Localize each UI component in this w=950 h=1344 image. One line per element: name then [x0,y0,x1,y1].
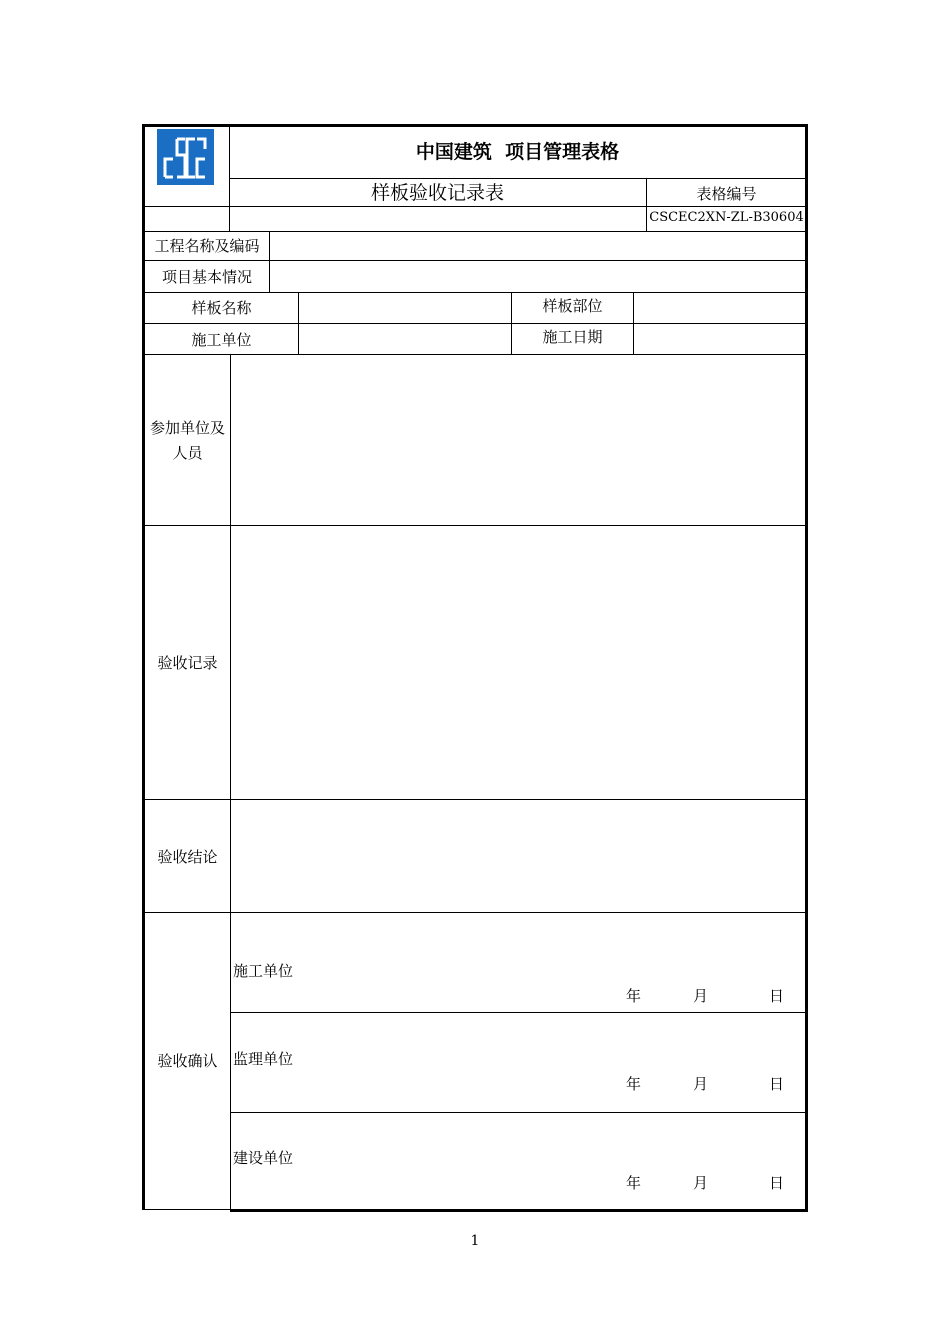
outer-border-right [805,124,808,1212]
project-label-divider [269,231,270,293]
company-title: 中国建筑 项目管理表格 [415,141,620,163]
row-line-3 [145,323,806,324]
outer-border-top [142,124,808,127]
row-line-7 [145,912,806,913]
header-subtitle-underline [145,206,806,207]
participants-content-area[interactable] [231,355,805,525]
signoff-year-owner: 年 [626,1174,642,1192]
signoff-day-construction: 日 [769,987,785,1005]
cscec-logo [157,129,214,185]
row-line-1 [145,260,806,261]
record-content-area[interactable] [231,526,805,799]
form-title: 样板验收记录表 [370,182,504,204]
project-name-label: 工程名称及编码 [154,237,260,255]
sample-name-label: 样板名称 [191,299,252,317]
signoff-line-1 [230,1012,806,1013]
signoff-month-supervision: 月 [693,1075,709,1093]
signoff-unit-construction: 施工单位 [233,962,294,980]
form-number-label: 表格编号 [696,185,757,203]
signoff-unit-owner: 建设单位 [233,1149,294,1167]
confirm-label: 验收确认 [157,1052,218,1070]
sample-location-label: 样板部位 [542,297,603,315]
bottom-left-line [142,1209,232,1210]
signoff-year-construction: 年 [626,987,642,1005]
form-number: CSCEC2XN-ZL-B30604 [649,210,804,225]
signoff-unit-supervision: 监理单位 [233,1050,294,1068]
signoff-year-supervision: 年 [626,1075,642,1093]
record-label: 验收记录 [157,654,218,672]
signoff-day-owner: 日 [769,1174,785,1192]
construction-date-label: 施工日期 [542,328,603,346]
signoff-day-supervision: 日 [769,1075,785,1093]
conclusion-content-area[interactable] [231,800,805,912]
signoff-month-construction: 月 [693,987,709,1005]
signoff-month-owner: 月 [693,1174,709,1192]
header-bottom-line [145,231,806,232]
page-number: 1 [470,1233,480,1249]
participants-label-line2: 人员 [172,444,203,462]
outer-border-bottom [230,1209,808,1212]
cscec-logo-mark [157,129,214,185]
signoff-line-2 [230,1112,806,1113]
header-title-underline [229,178,806,179]
conclusion-label: 验收结论 [157,848,218,866]
participants-label-line1: 参加单位及 [149,419,225,437]
row-line-2 [145,292,806,293]
project-info-label: 项目基本情况 [161,268,252,286]
construction-unit-label: 施工单位 [191,331,252,349]
